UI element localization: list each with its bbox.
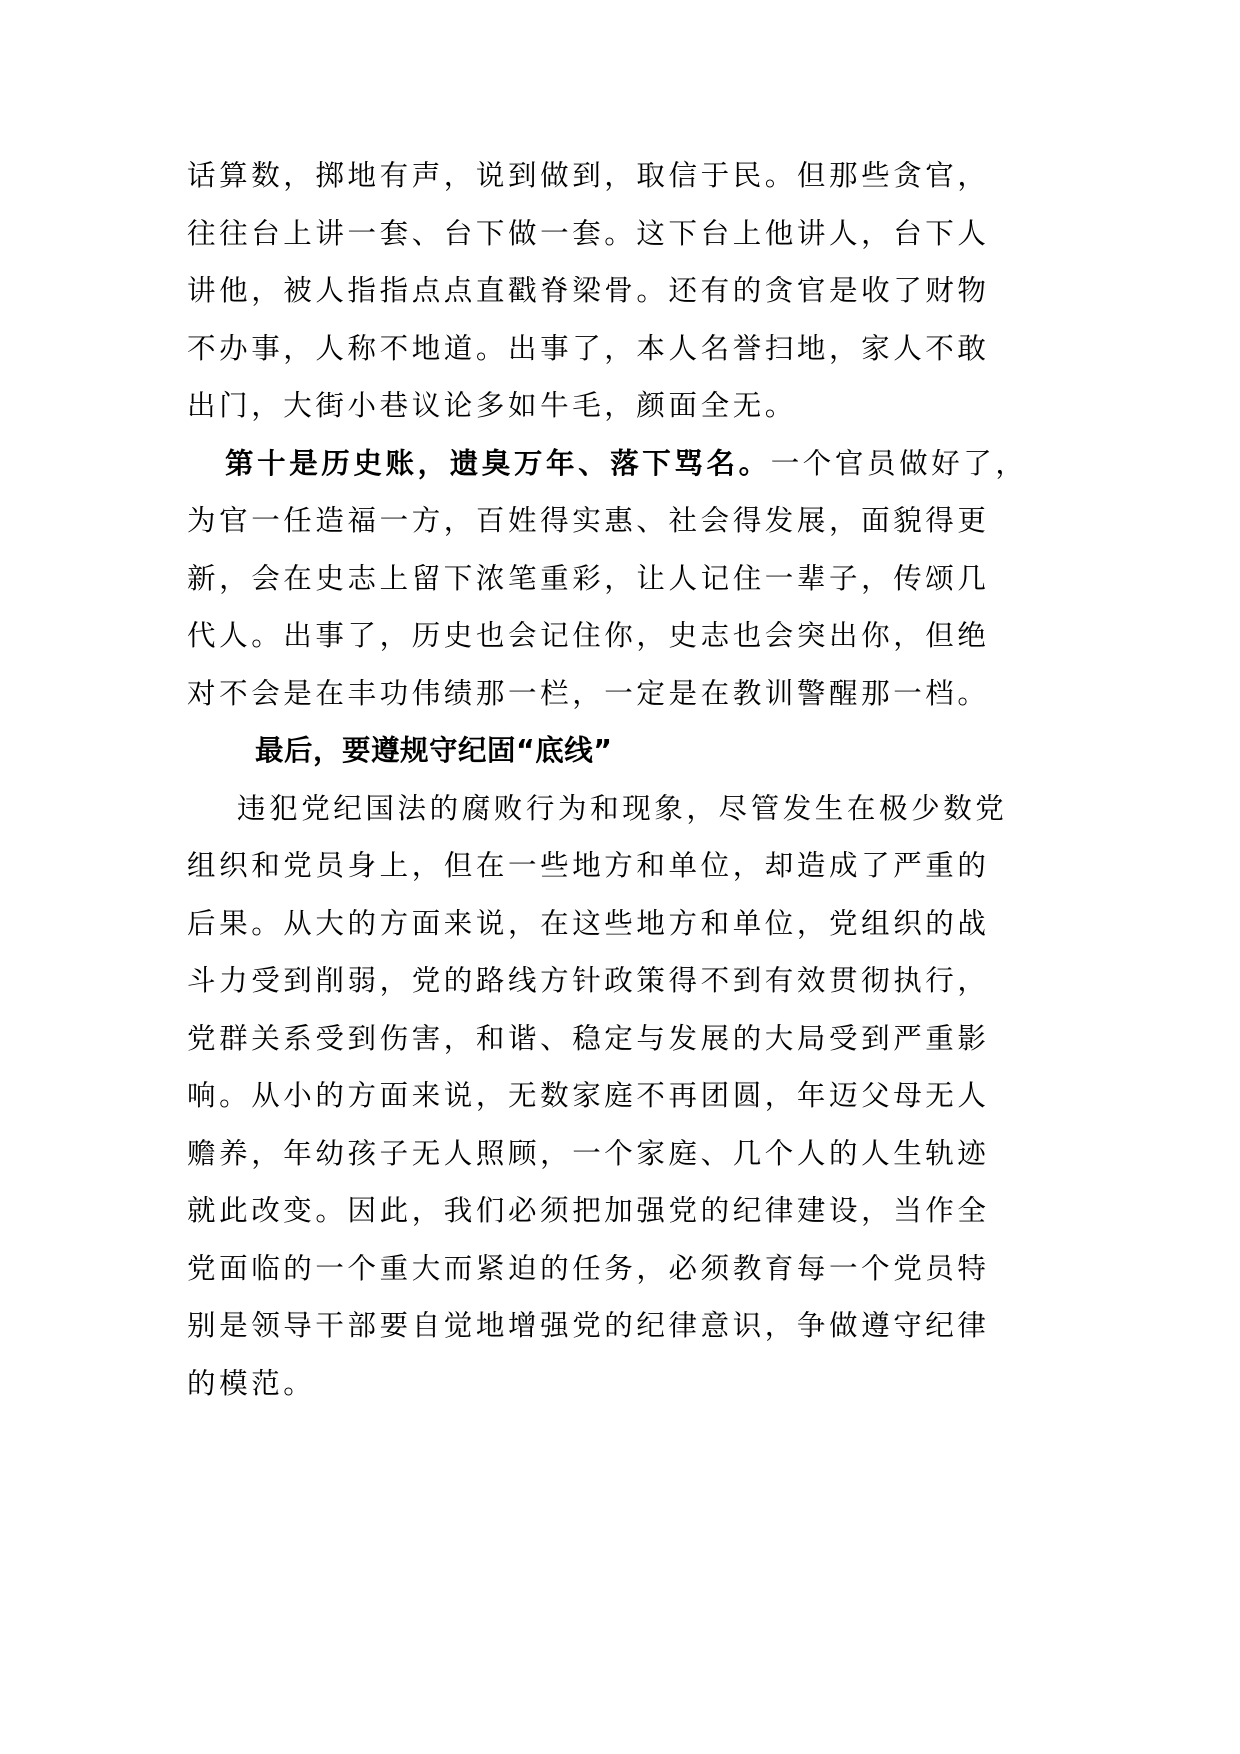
paragraph-1-line-3: 讲他，被人指指点点直戳脊梁骨。还有的贪官是收了财物 xyxy=(187,274,990,307)
paragraph-3-line-1: 违犯党纪国法的腐败行为和现象，尽管发生在极少数党 xyxy=(237,792,1008,825)
paragraph-3-line-11: 的模范。 xyxy=(187,1367,316,1400)
paragraph-1-line-4: 不办事，人称不地道。出事了，本人名誉扫地，家人不敢 xyxy=(187,332,990,365)
paragraph-1-line-5: 出门，大街小巷议论多如牛毛，颜面全无。 xyxy=(187,389,797,422)
paragraph-3-line-3: 后果。从大的方面来说，在这些地方和单位，党组织的战 xyxy=(187,907,990,940)
paragraph-1-line-1: 话算数，掷地有声，说到做到，取信于民。但那些贪官， xyxy=(187,159,990,192)
paragraph-3-line-10: 别是领导干部要自觉地增强党的纪律意识，争做遵守纪律 xyxy=(187,1309,990,1342)
paragraph-2-lead-rest: 一个官员做好了， xyxy=(770,447,1028,480)
paragraph-2-line-3: 新，会在史志上留下浓笔重彩，让人记住一辈子，传颂几 xyxy=(187,562,990,595)
paragraph-2-lead-bold: 第十是历史账，遗臭万年、落下骂名。 xyxy=(225,447,771,480)
paragraph-2-line-4: 代人。出事了，历史也会记住你，史志也会突出你，但绝 xyxy=(187,619,990,652)
paragraph-3-line-2: 组织和党员身上，但在一些地方和单位，却造成了严重的 xyxy=(187,849,990,882)
paragraph-3-line-5: 党群关系受到伤害，和谐、稳定与发展的大局受到严重影 xyxy=(187,1022,990,1055)
paragraph-3-line-9: 党面临的一个重大而紧迫的任务，必须教育每一个党员特 xyxy=(187,1252,990,1285)
paragraph-3-line-4: 斗力受到削弱，党的路线方针政策得不到有效贯彻执行， xyxy=(187,964,990,997)
paragraph-3-line-6: 响。从小的方面来说，无数家庭不再团圆，年迈父母无人 xyxy=(187,1079,990,1112)
section-heading: 最后，要遵规守纪固“底线” xyxy=(255,734,613,767)
paragraph-2-line-2: 为官一任造福一方，百姓得实惠、社会得发展，面貌得更 xyxy=(187,504,990,537)
paragraph-3-line-8: 就此改变。因此，我们必须把加强党的纪律建设，当作全 xyxy=(187,1194,990,1227)
paragraph-2-line-5: 对不会是在丰功伟绩那一栏，一定是在教训警醒那一档。 xyxy=(187,677,990,710)
paragraph-1-line-2: 往往台上讲一套、台下做一套。这下台上他讲人，台下人 xyxy=(187,217,990,250)
paragraph-2-first-line xyxy=(225,444,1028,484)
paragraph-3-line-7: 赡养，年幼孩子无人照顾，一个家庭、几个人的人生轨迹 xyxy=(187,1137,990,1170)
